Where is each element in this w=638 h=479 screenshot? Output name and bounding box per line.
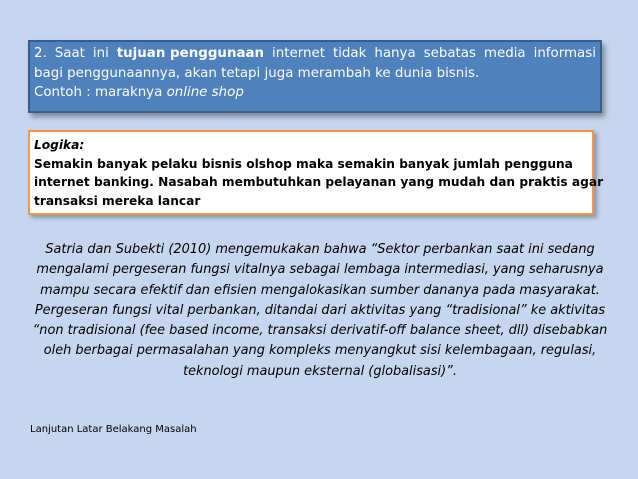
highlight-line-3 xyxy=(34,83,596,103)
example-italic: online shop xyxy=(166,85,244,100)
highlight-line-2: bagi penggunaannya, akan tetapi juga merambah ke dunia bisnis. xyxy=(34,65,480,81)
quote-line: teknologi maupun eksternal (globalisasi)”. xyxy=(183,363,457,379)
logic-title: Logika: xyxy=(34,138,85,152)
logic-box xyxy=(28,130,604,215)
word: ini xyxy=(92,46,109,61)
logic-line: Semakin banyak pelaku bisnis olshop maka semakin banyak jumlah pengguna xyxy=(34,156,573,171)
logic-line: internet banking. Nasabah membutuhkan pelayanan yang mudah dan praktis agar xyxy=(34,175,604,189)
word: Saat xyxy=(54,46,85,61)
quote-paragraph xyxy=(18,240,622,382)
word: informasi xyxy=(533,46,596,61)
word: hanya xyxy=(374,46,416,61)
word: tidak xyxy=(332,46,367,61)
quote-line: Satria dan Subekti (2010) mengemukakan bahwa “Sektor perbankan saat ini sedang xyxy=(45,242,595,257)
word: internet xyxy=(272,46,325,61)
bold-phrase: tujuan penggunaan xyxy=(116,46,265,61)
highlight-line-1 xyxy=(34,44,596,64)
word: sebatas xyxy=(423,46,476,61)
word: media xyxy=(483,46,526,61)
item-number: 2. xyxy=(34,46,47,61)
example-prefix: Contoh : maraknya xyxy=(34,85,167,100)
quote-line: mampu secara efektif dan efisien mengalokasikan sumber dananya pada masyarakat. xyxy=(40,282,600,298)
quote-line: “non tradisional (fee based income, transaksi derivatif-off balance sheet, dll) disebabkan xyxy=(32,323,608,339)
quote-line: oleh berbagai permasalahan yang kompleks menyangkut sisi kelembagaan, regulasi, xyxy=(43,343,597,359)
logic-line: transaksi mereka lancar xyxy=(34,193,201,208)
slide-footer: Lanjutan Latar Belakang Masalah xyxy=(30,424,197,435)
highlight-box xyxy=(28,40,602,113)
quote-line: Pergeseran fungsi vital perbankan, ditandai dari aktivitas yang “tradisional” ke aktivitas xyxy=(34,302,606,318)
quote-line: mengalami pergeseran fungsi vitalnya sebagai lembaga intermediasi, yang seharusnya xyxy=(36,262,604,278)
